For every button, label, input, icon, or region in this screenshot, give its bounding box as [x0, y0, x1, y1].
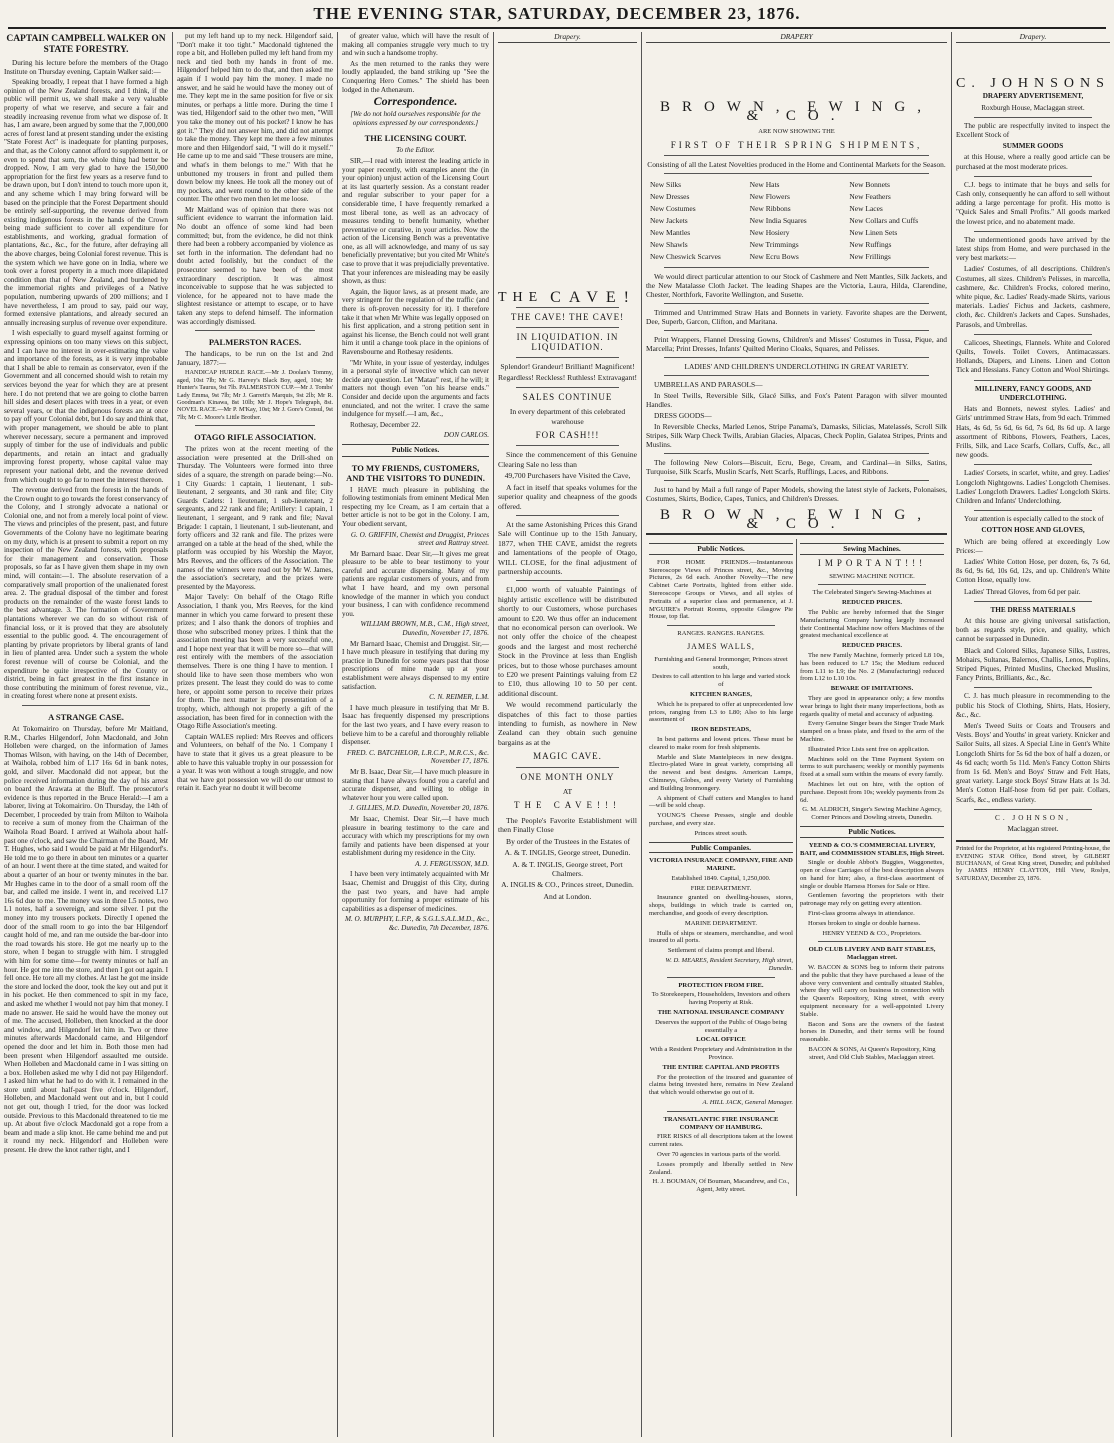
- signature: BACON & SONS, At Queen's Repository, King street, And Old Club Stables, Maclaggan street.: [808, 1046, 936, 1061]
- walls-line: Furnishing and General Ironmonger, Princes street south,: [654, 655, 788, 671]
- paragraph: Bacon and Sons are the owners of the fastest horses in Dunedin, and their terms will be found reasonable.: [800, 1020, 944, 1044]
- goods-list: Calicoes, Sheetings, Flannels. White and Colored Quilts, Towels. Toilet Covers, Antimacassars. Hollands, Diapers, and Linens. Linen and Cotton Tick and Hessians. Fancy Cotton and Wool Shirtings.: [956, 338, 1110, 375]
- goods-item: New Hats: [749, 180, 780, 189]
- signature: FRED. C. BATCHELOR, L.R.C.P., M.R.C.S., &c. November 17, 1876.: [347, 748, 489, 766]
- divider: [974, 510, 1092, 511]
- purchasers-line: 49,700 Purchasers have Visited the Cave,: [504, 471, 631, 481]
- paragraph: To Storekeepers, Householders, Investors and others having Property at Risk.: [651, 991, 791, 1007]
- paragraph: The new Family Machine, formerly priced L8 10s, has been reduced to L7 15s; the Medium reduced from L11 to L9; the No. 2 (Manufacturing) reduced from L12 to L10 10s.: [800, 651, 944, 683]
- signature: G. O. GRIFFIN, Chemist and Druggist, Princes street and Rattray street.: [350, 530, 489, 548]
- column-1: [0, 32, 172, 1437]
- divider: [646, 533, 947, 535]
- goods-list: Men's Tweed Suits or Coats and Trousers and Vests. Boys' and Youths' in great variety. Knicker and Sailor Suits, all sizes. A Special Line in Gent's White Longcloth Shirts for 5s 6d the box of half a dozen, or 4s 6d each; worth 5s 11d. Men's Fancy Cotton Shirts from 1s 6d. Men's and Boys' Straw and Felt Hats, great variety. Large stock Boys' Straw Hats at 1s 3d. Men's Cotton Half-hose from 6d per pair. Collars, Scarfs, &c., endless variety.: [956, 721, 1110, 804]
- paragraph: The revenue derived from the forests in the hands of the Crown ought to go towards the forest conservancy of the Colony, and I strongly advocate a national or Colonial one, and not from a merely local point of view. The views and principles of the present, past, and future Governments of the Colony have no legitimate bearing on my duty, which is at present to submit a report on my inspection of the New Zealand forests, with proposals for their management and conservation. Those proposals, so far as I have given them shape in my own mind, will contain:—1. The absolute reservation of a comparatively small proportion of the unalienated forest area. 2. The gradual disposal of the timber and forest products on the remainder of the waste forest lands to the best advantage. 3. The formation of Government plantations wherever we can do so without risk of financial loss, or it is proved that they are absolutely essential to the public good. 4. The encouragement of planting by private proprietors by liberal grants of land in lieu of planted area. Under such a system the whole forest revenue will of course be Colonial, and the expenditure be quite irrespective of the County or district, being in fact greatest in the first instance in those contributing the minimum of forest revenue, viz., in creating forest where none at present exists.: [4, 486, 168, 701]
- advert-heading: DRAPERY ADVERTISEMENT,: [982, 92, 1084, 101]
- goods-item: New Flowers: [749, 192, 790, 201]
- iron-heading: IRON BEDSTEADS,: [691, 726, 751, 734]
- goods-item: New Bonnets: [849, 180, 890, 189]
- paragraph: Deserves the support of the Public of Otago being essentially a: [655, 1018, 787, 1034]
- paragraph: At the same Astonishing Prices this Grand Sale will Continue up to the 15th January, 1877, when THE CAVE, amidst the regrets and lamentations of the people of Otago, WILL CLOSE, for the final adjustment of partnership accounts.: [498, 519, 637, 576]
- company-title: VICTORIA INSURANCE COMPANY, FIRE AND MARINE.: [649, 857, 793, 873]
- paragraph: Trimmed and Untrimmed Straw Hats and Bonnets in variety. Favorite shapes are the Derwent, Dee, Superb, Garcon, Clifton, and Maritana.: [646, 308, 947, 326]
- reduced-heading: REDUCED PRICES.: [841, 642, 903, 650]
- paragraph: FIRE RISKS of all descriptions taken at the lowest current rates.: [649, 1133, 793, 1149]
- notice-title: TO MY FRIENDS, CUSTOMERS, AND THE VISITORS TO DUNEDIN.: [346, 462, 485, 483]
- divider: [974, 687, 1092, 688]
- right-subcolumn: [796, 539, 947, 1196]
- goods-item: New Shawls: [650, 240, 688, 249]
- paragraph: Again, the liquor laws, as at present made, are very stringent for the regulation of the traffic (and there is oft-proven necessity for it). I therefore take it that when Mr White was legally opposed on his first application, and a strong petition sent in against his license, the Bench could not well grant him it until a change took place in the opinions of Ravensbourne and Rothesay residents.: [342, 287, 489, 356]
- summer-heading: SUMMER GOODS: [1002, 142, 1064, 151]
- paragraph: Illustrated Price Lists sent free on application.: [808, 745, 930, 753]
- goods-item: New Ruffings: [849, 240, 892, 249]
- paragraph: of greater value, which will have the result of making all companies struggle very much to try and win such a handsome trophy.: [342, 32, 489, 58]
- paragraph: C.J. begs to intimate that he buys and sells for Cash only, consequently he can afford to sell without adding a large percentage for profit. His motto is "Quick Sales and Small Profits." All goods marked the lowest price, and no abatement made.: [956, 180, 1110, 226]
- paragraph: A fact in itself that speaks volumes for the superior quality and cheapness of the goods offered.: [498, 482, 637, 511]
- divider: [664, 303, 929, 304]
- paragraph: The handicaps, to be run on the 1st and 2nd January, 1877:—: [177, 350, 333, 367]
- paragraph: at this House, where a really good article can be purchased at the most moderate prices.: [956, 153, 1110, 171]
- paragraph: put my left hand up to my neck. Hilgendorf said, "Don't make it too tight." Macdonald tightened the rope a bit, and Holleben pulled my left hand from my neck and tied both my hands in front of me. Hilgendorf helped him to do that, and then asked me again if I would pay him the money. I made no answer, and he said he would have the money out of me. They kept me in the same position for five or six minutes, or perhaps a little more. During the time I was tied, Hilgendorf said to the other two men, "Will you take the money out of his pocket? I know he has got it." They did not answer him, and did not attempt to take the money. They kept me there a few minutes more and then Hilgendorf said, "I will do it myself." He came up to me and said "These trousers are mine, and what's in them belongs to me." With that he unbuttoned my trousers in front and pulled them down below my knees. He took all the money out of my pockets, and went round to the other side of the counter. The other two men then let me loose.: [177, 32, 333, 204]
- paragraph: Which he is prepared to offer at unprecedented low prices, ranging from L3 to L80; Also to his large assortment of: [649, 700, 793, 724]
- divider: [516, 327, 619, 328]
- protection-heading: PROTECTION FROM FIRE.: [678, 981, 764, 989]
- paragraph: The following New Colors—Biscuit, Ecru, Bege, Cream, and Cardinal—in Silks, Satins, Turquoise, Silk Scarfs, Muslin Scarfs, Nett Scarfs, Rufflings, Laces, and Ribbons.: [646, 458, 947, 476]
- paragraph: W. BACON & SONS beg to inform their patrons and the public that they have purchased a lease of the above very convenient and centrally situated Stables, where they will carry on business in connection with the Queen's Repository, King street, with every equipment necessary for a well-appointed Livery Stable.: [800, 964, 944, 1018]
- ranges-headline: RANGES. RANGES. RANGES.: [677, 630, 765, 638]
- divider: [974, 117, 1092, 118]
- divider: [956, 840, 1110, 842]
- paragraph: Mr Barnard Isaac, Chemist and Druggist. Sir,—I have much pleasure in testifying that during my practice in Dunedin for some years past that those prescriptions of mine made up at your establishment were always dispensed to my entire satisfaction.: [342, 639, 489, 691]
- liquidation-line: IN LIQUIDATION. IN LIQUIDATION.: [516, 332, 619, 352]
- paragraph: Captain WALES replied: Mrs Reeves and officers and Volunteers, on behalf of the No. 1 Company I have to state that it gives us a great pleasure to be able to have this valuable trophy in our possession for a year. It was won without a tough struggle, and now that we have got possession we will do our utmost to retain it. Each year no doubt it will become: [177, 732, 333, 793]
- goods-item: New Jackets: [650, 216, 688, 225]
- paragraph: Since the commencement of this Genuine Clearing Sale no less than: [498, 450, 637, 469]
- article-title: OTAGO RIFLE ASSOCIATION.: [194, 432, 316, 443]
- stables-title: OLD CLUB LIVERY AND BAIT STABLES, Maclaggan street.: [808, 946, 936, 962]
- goods-item: New Collars and Cuffs: [849, 216, 919, 225]
- signature: M. O. MURPHY, L.F.P., & S.G.L.S.A.L.M.D., &c., &c. Dunedin, 7th December, 1876.: [344, 915, 489, 933]
- signature: WILLIAM BROWN, M.B., C.M., High street, Dunedin, November 17, 1876.: [360, 620, 489, 638]
- divider: [516, 515, 619, 516]
- masthead-rule: [8, 27, 1106, 29]
- paragraph: Settlement of claims prompt and liberal.: [667, 947, 775, 955]
- paragraph: I wish especially to guard myself against forming or expressing opinions on too many views on this subject, and I can have no interest in over-estimating the value and importance of the forests, as it is very improbable that I shall be able to remain as conservator, even if the Government and all concerned should wish to retain my services beyond the year for which they are at present here. I do not pretend that we are going to clothe barren hill sides and desert places with trees in a year, or even several years, or that the indigenous forests are at once to pay off your Colonial debt, but I do say and think that, with proper management, we should be able to plant wherever necessary, secure a permanent and improved supply of timber for the use of individuals and public departments, and retain an intact and gradually improving forest property, whose capital value may represent your national debt, and the revenue derived from which ought to go far to meet the interest thereon.: [4, 329, 168, 484]
- divider: [664, 173, 929, 174]
- paragraph: They are good in appearance only; a few months wear brings to light their many imperfections, both as regards quality of metal and accuracy of adjusting.: [800, 694, 944, 718]
- signature: W. D. MEARES, Resident Secretary, High street, Dunedin.: [665, 957, 793, 972]
- paragraph: Every Genuine Singer bears the Singer Trade Mark stamped on a brass plate, and fixed to the arm of the Machine.: [800, 720, 944, 743]
- goods-item: New Mantles: [650, 228, 691, 237]
- paragraph: A shipment of Chaff cutters and Mangles to hand—will be sold cheap.: [649, 794, 793, 810]
- showing-line: ARE NOW SHOWING THE: [758, 128, 835, 135]
- section-label: Public Companies.: [649, 842, 793, 854]
- paragraph: In Steel Twills, Reversible Silk, Glacé Silks, and Fox's Patent Paragon with silver mounted Handles.: [646, 391, 947, 409]
- paragraph: I HAVE much pleasure in publishing the following testimonials from eminent Medical Men respecting my Ice Cream, as I am certain that a better article is not to be got in the Colony. I am, Your obedient servant,: [342, 485, 489, 528]
- address-line: Roxburgh House, Maclaggan street.: [981, 103, 1085, 112]
- umbrellas-heading: UMBRELLAS AND PARASOLS—: [654, 380, 763, 389]
- paragraph: With a Resident Proprietary and Administration in the Province.: [649, 1046, 793, 1062]
- goods-item: New Cheswick Scarves: [650, 252, 721, 261]
- firm-name-footer: BROWN, EWING, & CO.: [659, 507, 934, 532]
- paragraph: Horses broken to single or double harness.: [808, 919, 921, 927]
- paragraph: The public are respectfully invited to inspect the Excellent Stock of: [956, 121, 1110, 140]
- paragraph: FOR HOME FRIENDS.—Instantaneous Stereoscope Views of Princes street, &c., Moving Pictures, 2s 6d each. Another Novelty—The new Cabinet Carte Portraits, lighted from either side. Stereoscope Groups or Views, and all styles of Portraits of a superior class and permanence, at J. M'GUIRE's Portrait Rooms, opposite Glasgow Pie House, top flat.: [649, 558, 793, 621]
- stables-title: YEEND & CO.'S COMMERCIAL LIVERY, BAIT, and COMMISSION STABLES, High Street.: [800, 841, 944, 857]
- paragraph: Black and Colored Silks, Japanese Silks, Lustres, Mohairs, Sultanas, Balernos, Challis, Lenos, Poplins, Striped Piques, Printed Muslins, Checked Muslins, Fancy Prints, Brilliants, &c., &c.: [956, 646, 1110, 683]
- paragraph: Mr B. Isaac, Dear Sir,—I have much pleasure in stating that I have always found you a careful and accurate dispenser, and willing to oblige in whatever hour you were called upon.: [342, 767, 489, 802]
- firm-name: C. JOHNSONS: [956, 76, 1110, 92]
- address-line: Princes street south.: [694, 829, 748, 837]
- paragraph: In best patterns and lowest prices. These must be cleared to make room for fresh shipments.: [649, 735, 793, 751]
- goods-item: New Ribbons: [749, 204, 791, 213]
- divider: [516, 767, 619, 768]
- divider: [664, 480, 929, 481]
- goods-item: New Feathers: [849, 192, 891, 201]
- divider: [974, 176, 1092, 177]
- paragraph: HANDICAP HURDLE RACE.—Mr J. Doolan's Tommy, aged, 10st 7lb; Mr G. Harvey's Black Boy, aged, 10st; Mr Hunter's Taurus, 9st 7lb. PALMERSTON CUP.—Mr J. Tombs' Lady Emma, 9st 7lb; Mr J. Garrett's Marquis, 9st 2lb; Mr R. Goodman's Kinawa, 8st 10lb; Mr J. Hope's Telegraph, 8st. NOVEL RACE.—Mr P. M'Kay, 10st; Mr J. Gore's Consul, 9st 7lb; Mr C. Moore's Little Brother.: [177, 369, 333, 421]
- reduced-heading: REDUCED PRICES.: [841, 599, 903, 607]
- divider: [664, 330, 929, 331]
- column-2: [172, 32, 337, 1437]
- article-title: THE LICENSING COURT.: [364, 133, 467, 144]
- dress-heading: THE DRESS MATERIALS: [990, 605, 1076, 614]
- paragraph: The prizes won at the recent meeting of the association were presented at the Drill-shed on Thursday. The Volunteers were formed into three sides of a square, the strength on parade being:—No. 1 City Guards: 1 captain, 1 lieutenant, 1 sub-lieutenant, 2 sergeants, and 30 rank and file; City Guards Cadets: 1 lieutenant, 1 sub-lieutenant, 2 sergeants, and 22 rank and file; Artillery: 1 captain, 1 lieutenant, 1 sergeant, and 9 rank and file; Naval Brigade: 1 captain, 1 lieutenant, 1 sub-lieutenant, and forty officers and 32 rank and file. The prizes were arranged on a table at the head of the shed, while the platform was occupied by his Worship the Mayor, Mrs Reeves, and the officers of the Association. The names of the winners were read out by Mr W. James, the association's secretary, and the prizes were presented by the Mayoress.: [177, 445, 333, 591]
- paragraph: The Public are hereby informed that the Singer Manufacturing Company having largely increased their Continental Machine now offers Machines of the greatest mechanical excellence at: [800, 608, 944, 640]
- divider: [974, 464, 1092, 465]
- exclaim-line: Regardless! Reckless! Ruthless! Extravagant!: [498, 373, 637, 383]
- paragraph: Machines let out on hire, with the option of purchase. Deposit from 10s; weekly payments from 2s 6d.: [800, 780, 944, 804]
- cash-line: FOR CASH!!!: [535, 430, 600, 441]
- firm-name: BROWN, EWING, & CO.: [659, 99, 934, 124]
- walls-line: Desires to call attention to his large and varied stock of: [651, 673, 791, 689]
- capital-line: Established 1849. Capital, 1,250,000.: [671, 874, 771, 882]
- goods-list: Ladies' Corsets, in scarlet, white, and grey. Ladies' Longcloth Nightgowns. Ladies' Longcloth Chemises. Ladies' Longcloth Drawers. Ladies' Longcloth Skirts. Children and Infants' Underclothing.: [956, 469, 1110, 505]
- goods-item: New Frillings: [849, 252, 891, 261]
- paragraph: Print Wrappers, Flannel Dressing Gowns, Children's and Misses' Costumes in Tussa, Pique, and Marcella; Print Dresses, Infants' Quilted Merino Cloaks, Squares, and Pelisses.: [646, 335, 947, 353]
- divider: [974, 809, 1092, 810]
- at-line: AT: [562, 787, 573, 797]
- trustee-entry: A. & T. INGLIS, George street, Port Chalmers.: [512, 859, 623, 878]
- exclaim-line: Splendor! Grandeur! Brilliant! Magnificent!: [500, 362, 635, 372]
- paragraph: First-class grooms always in attendance.: [808, 910, 915, 918]
- paragraph: We would direct particular attention to our Stock of Cashmere and Nett Mantles, Silk Jackets, and the New Matalasse Cloth Jacket. The leading Shapes are the Victoria, Laura, Hilda, Clarendine, Chester, Northfork, Favorite Wellington, and Susette.: [646, 272, 947, 299]
- goods-item: New Ecru Bows: [749, 252, 799, 261]
- divider: [818, 941, 926, 942]
- signature: G. M. ALDRICH, Singer's Sewing Machine Agency, Corner Princes and Dowling streets, Dunedin.: [802, 806, 942, 822]
- dept-heading: FIRE DEPARTMENT.: [690, 884, 752, 892]
- paragraph: Machines sold on the Time Payment System on terms to suit purchasers; weekly or monthly payments fixed at a small sum within the means of every family.: [800, 755, 944, 779]
- divider: [516, 357, 619, 358]
- goods-item: New Dresses: [650, 192, 690, 201]
- paragraph: At Tokomairiro on Thursday, before Mr Maitland, R.M., Charles Hilgendorf, John Macdonald, and John Holleben were charged, on the information of James Thomas Wilson, with having, on the 14th of December, at Waihola, robbed him of L17 16s 6d in bank notes, gold, and silver. Macdonald did not appear, but the police received information during the day of his arrest on board the Arawata at the Bluff. The prosecutor's evidence is thus reported in the Bruce Herald:—I am a laborer, living at Tokomairiro. On Thursday, the 14th of December, I proceeded by train from Milton to Waihola to receive a sum of money from the Chairman of the Waihola Road Board. I arrived at Waihola about half-past one o'clock, and saw the Chairman of the Board, Mr T. Hughes, who said I would be paid at Mr Hilgendorf's. He told me to go there in about ten minutes or a quarter of an hour. I went there at the time stated, and waited for about a quarter of an hour or twenty minutes in the bar. Mr Hughes came in to the door of a small room off the bar, and called me inside. I went in, and received L17 16s 6d due to me. The money was in three L5 notes, two L1 notes, half a sovereign, and some silver. I put the money into my trousers pockets. Directly I opened the door of the small room to go into the bar Hilgendorf caught hold of me, and ran me outside the bar-door into the road towards his store. He got me nearly up to the store, when I began to struggle with him. I struggled with him for some time—for twenty minutes or half an hour. He got me into the store, and then I got out again. I fell once. He tore all my clothes. At last he got me inside the store and locked the door, took the key out and put it in his pocket. He then commenced to spit in my face, and asked me whether I would not pay him that money. I made no answer. He said he would have the money out of me. The accused, Holleben, then knocked at the door and window, and Hilgendorf let him in. Two or three minutes afterwards Macdonald came, and Hilgendorf opened the door and let him in. Both those men had been present when Hilgendorf assaulted me outside. When Holleben and Macdonald came in I was sitting on a box. Holleben asked me why I did not pay Hilgendorf. I asked him what he had to do with it. I remained in the store until about half-past five o'clock. Hilgendorf, Holleben, and Macdonald went out and in, but I could not get out, though I tried, for the door was locked outside. Previous to this Macdonald threatened to tie me up. At about five o'clock Macdonald got a rope from a beam and made a slip knot. He came behind me and put it round my neck. Hilgendorf and Holleben were present. He drew the knot rather tight, and I: [4, 724, 168, 1155]
- newspaper-title: THE EVENING STAR, SATURDAY, DECEMBER 23, 1876.: [313, 4, 801, 23]
- trustee-entry: A. & T. INGLIS, George street, Dunedin.: [504, 848, 631, 858]
- the-cave-line: THE CAVE!!!: [513, 800, 622, 811]
- goods-item: New Silks: [650, 180, 682, 189]
- divider: [667, 977, 775, 978]
- masthead: [0, 0, 1114, 26]
- paragraph: £1,000 worth of valuable Paintings of highly artistic excellence will be distributed shortly to our Customers, whose purchases amount to £20. We thus offer an inducement that no economical person can overlook. We not only offer the choice of the cheapest goods and the largest and most recherché Stock in the Province at less than English prices, but to those whose purchases amount to £20 we present Paintings valuing from £2 to £10, thus allowing 10 to 50 per cent. additional discount.: [498, 585, 637, 698]
- paragraph: Mr Barnard Isaac. Dear Sir,—It gives me great pleasure to be able to bear testimony to your careful and accurate dispensing. Many of my patients are regular customers of yours, and from what I have heard, and my own personal knowledge of the manner in which you conduct your business, I can with confidence recommend you.: [342, 549, 489, 618]
- paragraph: I have been very intimately acquainted with Mr Isaac, Chemist and Druggist of this City, during the past two years, and have had ample opportunity for forming a proper estimate of his capabilities as a dispenser of medicines.: [342, 870, 489, 913]
- paragraph: In Reversible Checks, Marled Lenos, Stripe Panama's, Damasks, Silicias, Matelassés, Scroll Silk Stripes, Silk Warp Check Twills, Arabian Glacies, Alpacas, Check Poplin, Galatea Stripes, Prints and Muslins.: [646, 422, 947, 449]
- dept-heading: MARINE DEPARTMENT.: [684, 919, 758, 927]
- divider: [516, 445, 619, 446]
- divider: [516, 307, 619, 308]
- divider: [664, 155, 929, 156]
- magic-cave-line: MAGIC CAVE.: [533, 751, 602, 762]
- divider: [974, 380, 1092, 381]
- letter-heading: To the Editor.: [396, 146, 435, 155]
- printer-imprint: Printed for the Proprietor, at his registered Printing-house, the EVENING STAR Office, Bond street, by GILBERT BUCHANAN, of Great King street, Dunedin; and published by JAMES HENRY CLAYTON, Hill View, Roslyn, SATURDAY, December 23, 1876.: [956, 845, 1110, 882]
- paragraph: By order of the Trustees in the Estates of: [506, 836, 631, 846]
- split-columns: [646, 539, 947, 1196]
- paragraph: Over 70 agencies in various parts of the world.: [657, 1151, 781, 1158]
- paragraph: Single or double Abbot's Buggies, Waggonettes, open or close Carriages of the best description always on hand for hire; also, a first-class assortment of single or double Harness Horses for Sale or Hire.: [800, 859, 944, 890]
- divider: [818, 584, 926, 585]
- section-label: Public Notices.: [342, 444, 489, 457]
- paragraph: Speaking broadly, I repeat that I have formed a high opinion of the New Zealand forests, and I think, if the public will permit us, we shall make a very valuable property of what we reserve, and secure a fair and steadily increasing revenue from what we dispose of. It has, I am aware, been argued by some that the 7,000,000 acres of forest land at present standing under the existing "State Forest Act" is inadequate for planting purposes, and that, as the Colony cannot afford to supplement it, or even to spend that sum, the whole thing had better be dropped. Now, I am very glad to have the 150,000 appropriation for the first few years as a reserve fund to be drawn upon, but I don't intend to touch more upon it, and any scheme which I may bring forward will be based on the principle that the Forest Department should be entirely self-supporting, the revenue derived from existing indigenous forests in the hands of the Crown being made sufficient to cover all expenditure for establishments, and working, gradual formation of plantations, &c., &c., for the future, after defraying all the above charges, being Colonial forest revenue. This is the system which we have gone on in India, where we took over a forest property in a much more dilapidated condition than that of New Zealand, and burdened by the immemorial rights and privileges of a Native population, numbering upwards of 200 millions; and I have nevertheless, I am proud to say, paid our way, formed extensive plantations, and already secured an annually increasing surplus of revenue over expenditure.: [4, 78, 168, 327]
- paragraph: Gentlemen favoring the proprietors with their patronage may rely on getting every attention.: [800, 892, 944, 908]
- section-label: Sewing Machines.: [800, 543, 944, 555]
- divider: [195, 425, 315, 426]
- cave-word: CAVE!: [550, 289, 637, 307]
- paragraph: Ladies' Thread Gloves, from 6d per pair.: [964, 587, 1081, 596]
- walls-name: JAMES WALLS,: [687, 641, 755, 651]
- notice-heading: SEWING MACHINE NOTICE.: [829, 572, 915, 580]
- cotton-heading: COTTON HOSE AND GLOVES,: [981, 526, 1085, 535]
- section-label: Public Notices.: [649, 543, 793, 555]
- signature: DON CARLOS.: [443, 431, 489, 440]
- cave-the: THE: [498, 290, 544, 306]
- article-title: PALMERSTON RACES.: [208, 337, 302, 348]
- goods-list: Hats and Bonnets, newest styles. Ladies' and Girls' untrimmed Straw Hats, from 9d each. Trimmed Hats, 4s 6d, 5s 6d, 6s 6d, 7s 6d, 8s 6d up. A large assortment of Ribbons, Flowers, Feathers, Laces, Frills, Silk, and Lace Scarfs, Collars, Cuffs, &c., all new goods.: [956, 405, 1111, 460]
- paragraph: The undermentioned goods have arrived by the latest ships from Home, and were purchased in the very best markets:—: [956, 235, 1110, 263]
- paragraph: Hulls of ships or steamers, merchandise, and wool insured to all ports.: [649, 929, 793, 945]
- signature: C. JOHNSON,: [995, 813, 1071, 822]
- paragraph: The People's Favorite Establishment will then Finally Close: [498, 815, 637, 835]
- goods-item: New Linen Sets: [849, 228, 898, 237]
- divider: [664, 357, 929, 358]
- paragraph: At this house are giving universal satisfaction, both as regards style, price, and quality, which cannot be surpassed in Dunedin.: [956, 616, 1110, 644]
- divider: [195, 330, 315, 331]
- signature: A. J. FERGUSSON, M.D.: [415, 859, 489, 868]
- divider: [667, 625, 775, 626]
- section-label: Drapery.: [956, 32, 1110, 43]
- goods-item: New Costumes: [650, 204, 696, 213]
- editor-note: [We do not hold ourselves responsible for the opinions expressed by our correspondents.]: [350, 110, 481, 127]
- company-title: TRANSATLANTIC FIRE INSURANCE COMPANY OF HAMBURG.: [663, 1115, 779, 1131]
- entire-heading: THE ENTIRE CAPITAL AND PROFITS: [662, 1063, 780, 1071]
- paragraph: Major Tavely: On behalf of the Otago Rifle Association, I thank you, Mrs Reeves, for the kind manner in which you came forward to present these prizes; and I also thank the donors of trophies and those who subscribed money prizes. I think that the association meeting has been a very successful one, and I hope next year that it will be more so—that will rest entirely with the members of the association themselves. There is one thing I have to mention. I should like to have seen those members who won prizes present. The least they could do was to come here, or appoint some person to receive their prizes for them. The next matter is the presentation of a trophy, which, although not properly a gift of the association, has been fired for in connection with the Otago Rifle Association's meeting.: [177, 593, 333, 731]
- section-label: DRAPERY: [646, 32, 947, 43]
- divider: [974, 231, 1092, 232]
- paragraph: Mr Isaac, Chemist. Dear Sir,—I have much pleasure in bearing testimony to the care and accuracy with which my prescriptions for my own family and patients have been dispensed at your establishment during my residence in the City.: [342, 814, 489, 858]
- divider: [974, 601, 1092, 602]
- paragraph: C. J. has much pleasure in recommending to the public his Stock of Clothing, Shirts, Hats, Hosiery, &c., &c.: [956, 692, 1110, 719]
- divider: [664, 267, 929, 268]
- one-month-line: ONE MONTH ONLY: [520, 771, 615, 782]
- divider: [516, 580, 619, 581]
- cave-repeat: THE CAVE! THE CAVE!: [510, 311, 625, 322]
- paragraph: As the men returned to the ranks they were loudly applauded, the band striking up "See the Conquering Hero Comes." The shield has been lodged in the Athenæum.: [342, 59, 489, 94]
- address-line: Maclaggan street.: [1007, 825, 1059, 834]
- kitchen-heading: KITCHEN RANGES,: [690, 690, 752, 698]
- paragraph: Mr Maitland was of opinion that there was not sufficient evidence to warrant the information laid. No doubt an offence of some kind had been committed; but, from the evidence, he did not think there had been a robbery accompanied by violence as set forth in the information. The defendant had no doubt acted foolishly, but the conduct of the prosecutor seemed to have been of the most extraordinary description. It was almost inconceivable to suppose that he was subjected to violence, for he appeared not to have made the slightest resistance or attempt to escape, or to have taken any steps to defend himself. The information was accordingly dismissed.: [177, 205, 333, 326]
- paragraph: We would recommend particularly the dispatches of this fact to those parties intending to furnish, as nowhere in New Zealand can they obtain such genuine bargains as at the: [498, 700, 637, 747]
- trustee-entry: And at London.: [543, 891, 592, 901]
- paragraph: During his lecture before the members of the Otago Institute on Thursday evening, Captain Walker said:—: [4, 59, 168, 76]
- signature: C. N. REIMER, L.M.: [429, 693, 489, 702]
- divider: [664, 453, 929, 454]
- column-6: [951, 32, 1114, 1437]
- section-label: Public Notices.: [800, 826, 944, 838]
- column-5: [641, 32, 951, 1437]
- column-4: [493, 32, 641, 1437]
- divider: [516, 387, 619, 388]
- divider: [22, 705, 150, 706]
- paragraph: Insurance granted on dwelling-houses, stores, shops, buildings in which trade is carried on, merchandise, and goods of every description.: [649, 894, 793, 918]
- paragraph: Losses promptly and liberally settled in New Zealand.: [649, 1160, 793, 1176]
- goods-item: New Hosiery: [749, 228, 790, 237]
- left-subcolumn: [646, 539, 796, 1196]
- local-heading: LOCAL OFFICE: [696, 1036, 746, 1044]
- dress-heading: DRESS GOODS—: [654, 411, 712, 420]
- cave-banner: [498, 289, 637, 307]
- divider: [664, 375, 929, 376]
- goods-item: New Laces: [849, 204, 883, 213]
- important-headline: IMPORTANT!!!: [817, 557, 927, 568]
- paragraph: Marble and Slate Mantelpieces in new designs. Electro-plated Ware in great variety, comprising all the newest and best designs. American Lamps, Chimneys, Globes, and every Variety of Furnishing and Building Ironmongery.: [649, 753, 793, 792]
- goods-item: New India Squares: [749, 216, 807, 225]
- signature: H. J. BOUMAN, Of Bouman, Macandrew, and Co., Agent, Jetty street.: [652, 1178, 790, 1194]
- first-shipments: FIRST OF THEIR SPRING SHIPMENTS,: [670, 140, 923, 150]
- paragraph: Your attention is especially called to the stock of: [964, 515, 1104, 524]
- paragraph: I have much pleasure in testifying that Mr B. Isaac has frequently dispensed my prescriptions for the last two years, and I have every reason to believe him to be a careful and thoroughly reliable dispenser.: [342, 703, 489, 747]
- paragraph: The Celebrated Singer's Sewing-Machines at: [812, 589, 932, 597]
- goods-list: [650, 180, 943, 261]
- paragraph: "Mr White, in your issue of yesterday, indulges in a personal style of invective which can never decide any question. Let "Matau" rest, if he will; it matters not though even "on his hearse ends." Consider and decide upon the arguments and facts enunciated, and not the writer. I crave the same indulgence for myself.—I am, &c.,: [342, 358, 489, 419]
- trustee-entry: A. INGLIS & CO., Princes street, Dunedin.: [501, 880, 634, 890]
- goods-list: Ladies' Costumes, of all descriptions. Children's Costumes, all sizes. Children's Pelisses, in marcella, cashmere, &c. Children's Frocks, colored merino, white pique, &c. Ladies' Ready-made Skirts, various materials. Ladies' Fichus and Jackets, cashmere, cloth, &c. Children's Jackets and Capes. Sunshades, Parasols, and Umbrellas.: [956, 265, 1110, 329]
- goods-item: New Trimmings: [749, 240, 799, 249]
- beware-heading: BEWARE OF IMITATIONS.: [830, 685, 914, 693]
- letter-date: Rothesay, December 22.: [350, 420, 421, 429]
- paragraph: Which are being offered at exceedingly Low Prices:—: [956, 537, 1110, 555]
- divider: [667, 1111, 775, 1112]
- millinery-heading: MILLINERY, FANCY GOODS, AND UNDERCLOTHING.: [975, 384, 1091, 402]
- consisting-line: Consisting of all the Latest Novelties produced in the Home and Continental Markets for the Season.: [647, 160, 946, 169]
- section-title: Correspondence.: [373, 94, 458, 109]
- paragraph: YOUNG'S Cheese Presses, single and double purchase, and every size.: [649, 812, 793, 827]
- sales-headline: SALES CONTINUE: [522, 391, 613, 402]
- signature: J. GILLIES, M.D. Dunedin, November 20, 1876.: [349, 804, 489, 813]
- section-label: Drapery.: [498, 32, 637, 43]
- paragraph: For the protection of the insured and guarantee of claims being invested here, remains in New Zealand that which would otherwise go out of it.: [649, 1073, 793, 1097]
- article-title: CAPTAIN CAMPBELL WALKER ON STATE FORESTRY.: [6, 34, 166, 55]
- signature: HENRY YEEND & CO., Proprietors.: [822, 929, 922, 937]
- column-3: [337, 32, 493, 1437]
- article-title: A STRANGE CASE.: [48, 711, 124, 722]
- paragraph: SIR,—I read with interest the leading article in your paper recently, with examples anent the (in your opinion) unjust action of the Licensing Court at its last quarterly session. As a constant reader and regular subscriber to your paper for a considerable time, I have frequently remarked a most liberal tone, as well as an advocacy of measures tending to benefit humanity, whether preventative or curative, in your articles. Now the action of the Licensing Bench was a preventative one, as all will acknowledge, and many of us say beneficially preventative; but you cited Mr White's case to prove that it was prejudicially preventative. That your inferences are misleading may be easily shown, as thus:: [342, 156, 489, 286]
- paragraph: In every department of this celebrated warehouse: [509, 407, 626, 426]
- divider: [974, 334, 1092, 335]
- signature: A. HILL JACK, General Manager.: [702, 1099, 793, 1107]
- company-title: THE NATIONAL INSURANCE COMPANY: [657, 1009, 785, 1017]
- paragraph: Just to hand by Mail a full range of Paper Models, showing the latest style of Jackets, Polonaises, Costumes, Skirts, Bodice, Capes, Tunics, and Children's Dresses.: [646, 485, 947, 503]
- ladies-line: LADIES' AND CHILDREN'S UNDERCLOTHING IN GREAT VARIETY.: [684, 362, 909, 371]
- paragraph: Ladies' White Cotton Hose, per dozen, 6s, 7s 6d, 8s 6d, 9s 6d, 10s 6d, 12s, and up. Children's White Cotton Hose, equally low.: [956, 557, 1110, 585]
